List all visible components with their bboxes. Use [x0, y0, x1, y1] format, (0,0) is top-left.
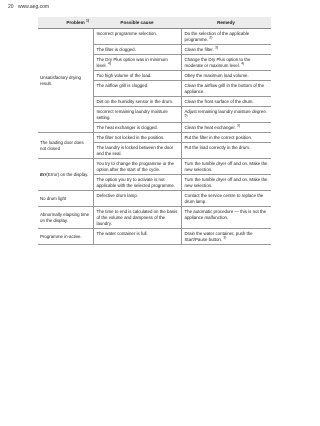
- header-possible-cause: Possible cause: [93, 17, 181, 29]
- remedy-cell: Do the selection of the applicable programme. $^{2)}$: [181, 29, 271, 45]
- remedy-cell: Clean the airflow grill in the bottom of the appliance.: [181, 81, 271, 97]
- remedy-cell: Obey the maximum load volume.: [181, 71, 271, 81]
- remedy-cell: Turn the tumble dryer off and on. Make the new selection.: [181, 175, 271, 191]
- cause-cell: Defective drum lamp.: [93, 191, 181, 207]
- cause-cell: Incorrect remaining laundry moisture setting.: [93, 107, 181, 123]
- remedy-cell: Adjust remaining laundry moisture degree. $^{5)}$: [181, 107, 271, 123]
- problem-cell: Err(Error) on the display.: [38, 159, 93, 191]
- table-row: [38, 207, 271, 229]
- cause-cell: The option you try to activate is not applicable with the selected programme.: [93, 175, 181, 191]
- remedy-cell: Clean the heat exchanger. $^{3)}$: [181, 123, 271, 133]
- problem-cell: The loading door does not closed: [38, 133, 93, 159]
- cause-cell: The heat exchanger is clogged.: [93, 123, 181, 133]
- cause-cell: You try to change the programme or the option after the start of the cycle.: [93, 159, 181, 175]
- cause-cell: Dirt on the humidity sensor in the drum.: [93, 97, 181, 107]
- table-row: [38, 29, 271, 45]
- troubleshooting-table: [38, 17, 271, 245]
- page-number: 20: [8, 4, 14, 10]
- problem-cell: No drum light: [38, 191, 93, 207]
- remedy-cell: Drain the water container, push the Start/Pause button. $^{3)}$: [181, 229, 271, 245]
- error-code: Err: [40, 171, 47, 177]
- cause-cell: The Dry Plus option was in minimum level. $^{4)}$: [93, 55, 181, 71]
- cause-cell: The airflow grill is clogged.: [93, 81, 181, 97]
- problem-cell: Unsatisfactory drying result.: [38, 29, 93, 133]
- problem-cell: Abnormally elapsing time on the display.: [38, 207, 93, 229]
- page-header: [8, 4, 49, 11]
- remedy-cell: Clean the front surface of the drum.: [181, 97, 271, 107]
- site-url: www.aeg.com: [17, 4, 50, 10]
- remedy-cell: The automatic procedure — this is not the appliance malfunction.: [181, 207, 271, 229]
- cause-cell: Too high volume of the load.: [93, 71, 181, 81]
- table-row: [38, 191, 271, 207]
- cause-cell: The water container is full.: [93, 229, 181, 245]
- table-header-row: [38, 17, 271, 29]
- remedy-cell: Contact the service centre to replace the drum lamp.: [181, 191, 271, 207]
- header-problem: Problem $^{1)}$: [38, 17, 93, 29]
- remedy-cell: Turn the tumble dryer off and on. Make the new selection.: [181, 159, 271, 175]
- remedy-cell: Change the Dry Plus option to the moderate or maximum level. $^{4)}$: [181, 55, 271, 71]
- header-remedy: Remedy: [181, 17, 271, 29]
- remedy-cell: Put the load correctly in the drum.: [181, 143, 271, 159]
- cause-cell: The laundry is locked between the door and the seal.: [93, 143, 181, 159]
- table-row: [38, 133, 271, 143]
- problem-cell: Programme in-active.: [38, 229, 93, 245]
- cause-cell: The filter not locked in the position.: [93, 133, 181, 143]
- remedy-cell: Clean the filter. $^{3)}$: [181, 45, 271, 55]
- cause-cell: The filter is clogged.: [93, 45, 181, 55]
- cause-cell: The time to end is calculated on the basis of the volume and dampness of the laundry.: [93, 207, 181, 229]
- table-row: [38, 229, 271, 245]
- cause-cell: Incorrect programme selection.: [93, 29, 181, 45]
- table-row: [38, 159, 271, 175]
- remedy-cell: Put the filter in the correct position.: [181, 133, 271, 143]
